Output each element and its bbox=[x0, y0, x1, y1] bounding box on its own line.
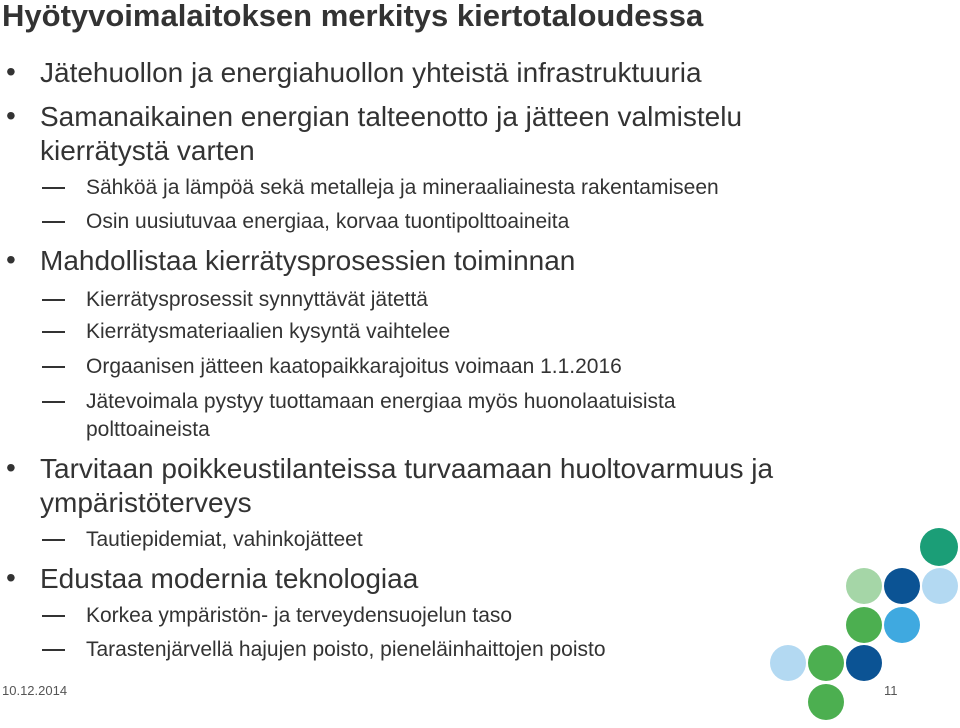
decor-dot bbox=[808, 684, 844, 720]
decor-dot bbox=[920, 528, 958, 566]
bullet-text-continued: kierrätystä varten bbox=[40, 135, 255, 166]
dash-marker bbox=[42, 299, 65, 301]
footer-date: 10.12.2014 bbox=[2, 683, 68, 698]
dash-marker bbox=[42, 615, 65, 617]
bullet-text: Orgaanisen jätteen kaatopaikkarajoitus voimaan 1.1.2016 bbox=[86, 355, 622, 378]
bullet-text: Jätehuollon ja energiahuollon yhteistä infrastruktuuria bbox=[40, 57, 702, 88]
dash-marker bbox=[42, 401, 65, 403]
bullet-marker: • bbox=[6, 452, 16, 483]
decor-dot bbox=[846, 607, 882, 643]
bullet-text: Osin uusiutuvaa energiaa, korvaa tuontipolttoaineita bbox=[86, 210, 570, 233]
bullet-text-continued: ympäristöterveys bbox=[40, 487, 252, 518]
bullet-text: Mahdollistaa kierrätysprosessien toiminnan bbox=[40, 245, 576, 276]
bullet-text-continued: polttoaineista bbox=[86, 418, 210, 441]
page-number: 11 bbox=[884, 683, 898, 698]
bullet-marker: • bbox=[6, 244, 16, 275]
bullet-marker: • bbox=[6, 100, 16, 131]
bullet-text: Tautiepidemiat, vahinkojätteet bbox=[86, 528, 363, 551]
bullet-marker: • bbox=[6, 56, 16, 87]
dash-marker bbox=[42, 366, 65, 368]
bullet-text: Korkea ympäristön- ja terveydensuojelun taso bbox=[86, 604, 513, 627]
decor-dot bbox=[846, 645, 882, 681]
bullet-text: Samanaikainen energian talteenotto ja jätteen valmistelu bbox=[40, 101, 743, 132]
bullet-marker: • bbox=[6, 562, 16, 593]
bullet-text: Tarastenjärvellä hajujen poisto, pieneläinhaittojen poisto bbox=[86, 638, 606, 661]
dash-marker bbox=[42, 331, 65, 333]
dash-marker bbox=[42, 221, 65, 223]
bullet-text: Sähköä ja lämpöä sekä metalleja ja mineraaliainesta rakentamiseen bbox=[86, 176, 719, 199]
dash-marker bbox=[42, 649, 65, 651]
dash-marker bbox=[42, 187, 65, 189]
bullet-text: Edustaa modernia teknologiaa bbox=[40, 563, 419, 594]
bullet-text: Kierrätysprosessit synnyttävät jätettä bbox=[86, 288, 428, 311]
bullet-text: Tarvitaan poikkeustilanteissa turvaamaan huoltovarmuus ja bbox=[40, 453, 774, 484]
decor-dot bbox=[884, 568, 920, 604]
decor-dot bbox=[922, 568, 958, 604]
decor-dot bbox=[808, 645, 844, 681]
slide-title: Hyötyvoimalaitoksen merkitys kiertotaloudessa bbox=[2, 0, 704, 33]
decor-dot bbox=[884, 607, 920, 643]
decor-dot bbox=[846, 568, 882, 604]
bullet-text: Jätevoimala pystyy tuottamaan energiaa myös huonolaatuisista bbox=[86, 390, 676, 413]
decor-dot bbox=[770, 645, 806, 681]
bullet-text: Kierrätysmateriaalien kysyntä vaihtelee bbox=[86, 320, 451, 343]
dash-marker bbox=[42, 539, 65, 541]
